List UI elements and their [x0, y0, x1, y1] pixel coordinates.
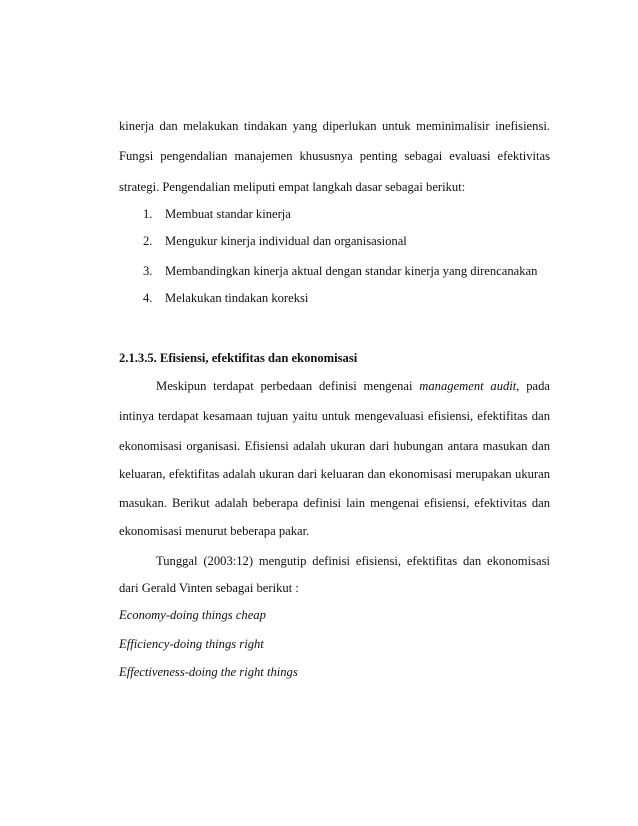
paragraph-line: dari Gerald Vinten sebagai berikut :	[119, 581, 299, 595]
paragraph-line: Fungsi pengendalian manajemen khususnya penting sebagai evaluasi efektivitas	[119, 149, 550, 163]
paragraph-line	[156, 378, 550, 394]
definition-line: Economy-doing things cheap	[119, 608, 266, 622]
list-text: Mengukur kinerja individual dan organisasional	[165, 234, 407, 248]
paragraph-line: ekonomisasi menurut beberapa pakar.	[119, 524, 310, 538]
list-text: Membuat standar kinerja	[165, 207, 291, 221]
list-text: Membandingkan kinerja aktual dengan standar kinerja yang direncanakan	[165, 264, 538, 278]
paragraph-line: intinya terdapat kesamaan tujuan yaitu untuk mengevaluasi efisiensi, efektifitas dan	[119, 409, 550, 423]
paragraph-line: kinerja dan melakukan tindakan yang diperlukan untuk meminimalisir inefisiensi.	[119, 119, 550, 133]
text-run: Meskipun terdapat perbedaan definisi mengenai	[156, 379, 413, 393]
list-number: 3.	[143, 264, 153, 278]
list-item	[143, 233, 407, 249]
paragraph-line: strategi. Pengendalian meliputi empat langkah dasar sebagai berikut:	[119, 180, 466, 194]
list-item	[143, 206, 291, 222]
paragraph-line: ekonomisasi organisasi. Efisiensi adalah ukuran dari hubungan antara masukan dan	[119, 439, 550, 453]
list-text: Melakukan tindakan koreksi	[165, 291, 309, 305]
list-item	[143, 290, 308, 306]
text-run: , pada	[516, 379, 550, 393]
definition-line: Efficiency-doing things right	[119, 637, 264, 651]
list-number: 4.	[143, 291, 153, 305]
italic-term: management audit	[419, 379, 517, 393]
section-heading: 2.1.3.5. Efisiensi, efektifitas dan ekonomisasi	[119, 351, 358, 365]
list-number: 2.	[143, 234, 153, 248]
list-number: 1.	[143, 207, 153, 221]
paragraph-line: keluaran, efektifitas adalah ukuran dari keluaran dan ekonomisasi merupakan ukuran	[119, 467, 550, 481]
definition-line: Effectiveness-doing the right things	[119, 665, 298, 679]
list-item	[143, 263, 537, 279]
paragraph-line: Tunggal (2003:12) mengutip definisi efisiensi, efektifitas dan ekonomisasi	[156, 554, 550, 568]
paragraph-line: masukan. Berikut adalah beberapa definisi lain mengenai efisiensi, efektivitas dan	[119, 496, 550, 510]
